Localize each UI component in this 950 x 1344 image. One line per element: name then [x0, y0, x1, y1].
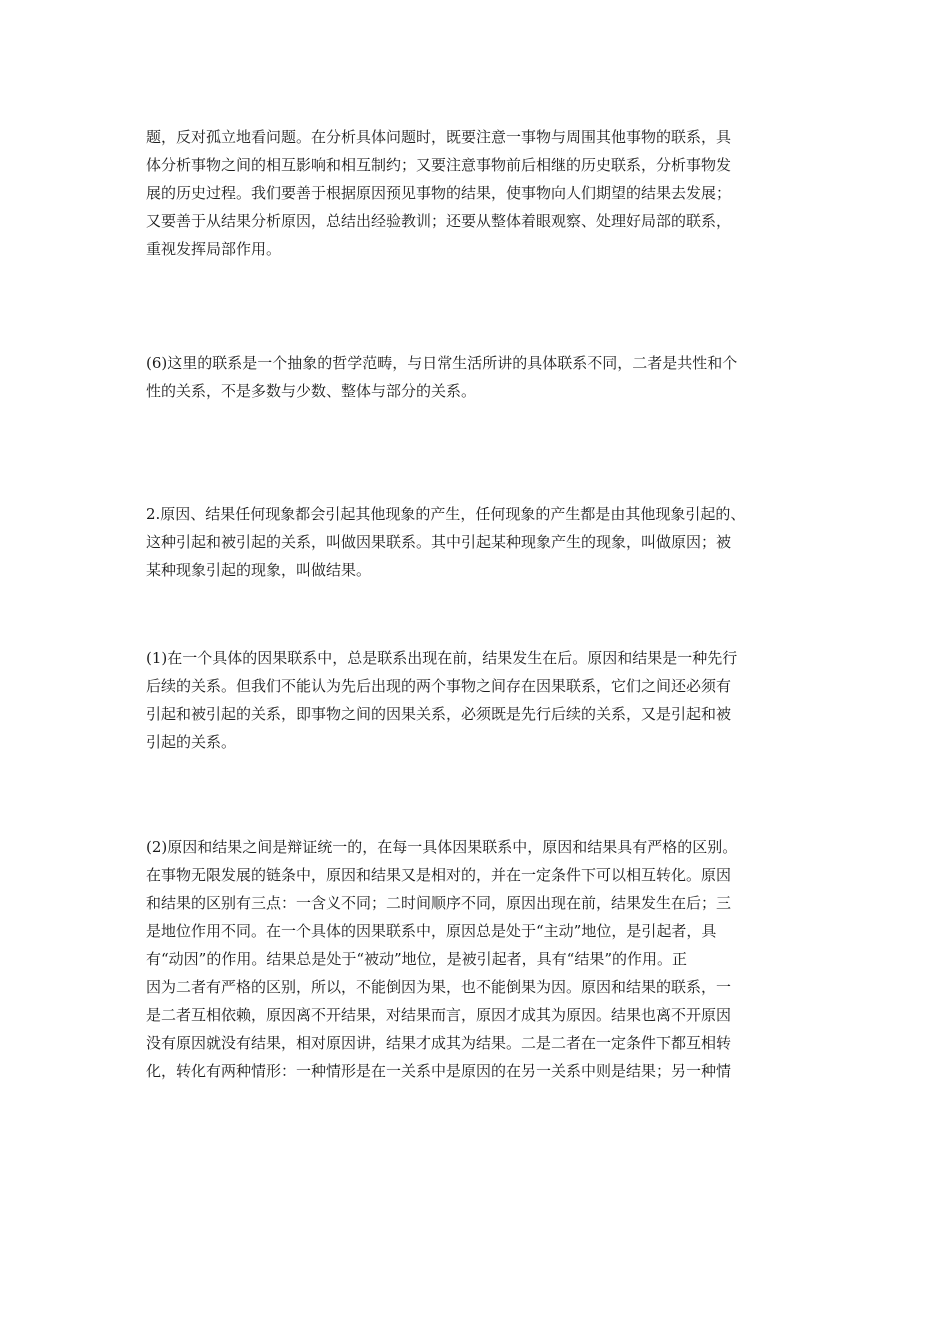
- paragraph-point-6: [146, 349, 810, 405]
- text-line: 化，转化有两种情形：一种情形是在一关系中是原因的在另一关系中则是结果；另一种情: [146, 1062, 732, 1080]
- text-line: 没有原因就没有结果，相对原因讲，结果才成其为结果。二是二者在一定条件下都互相转: [146, 1034, 732, 1052]
- text-line: 又要善于从结果分析原因，总结出经验教训；还要从整体着眼观察、处理好局部的联系，: [146, 212, 732, 230]
- text-line: 是地位作用不同。在一个具体的因果联系中，原因总是处于“主动”地位，是引起者，具: [146, 922, 717, 940]
- text-line: 这种引起和被引起的关系，叫做因果联系。其中引起某种现象产生的现象，叫做原因；被: [146, 533, 732, 551]
- text-line: 和结果的区别有三点：一含义不同；二时间顺序不同，原因出现在前，结果发生在后；三: [146, 894, 732, 912]
- text-line: 后续的关系。但我们不能认为先后出现的两个事物之间存在因果联系，它们之间还必须有: [146, 677, 732, 695]
- text-line: 是二者互相依赖，原因离不开结果，对结果而言，原因才成其为原因。结果也离不开原因: [146, 1006, 732, 1024]
- text-line: 展的历史过程。我们要善于根据原因预见事物的结果，使事物向人们期望的结果去发展；: [146, 184, 732, 202]
- paragraph-section-2-point-2: [146, 833, 810, 1085]
- paragraph-section-2-point-1: [146, 644, 810, 756]
- text-line: 某种现象引起的现象，叫做结果。: [146, 561, 372, 579]
- text-line: (1)在一个具体的因果联系中，总是联系出现在前，结果发生在后。原因和结果是一种先行: [146, 649, 738, 667]
- text-line: 有“动因”的作用。结果总是处于“被动”地位，是被引起者，具有“结果”的作用。正: [146, 950, 688, 968]
- text-line: 2.原因、结果任何现象都会引起其他现象的产生，任何现象的产生都是由其他现象引起的、: [146, 505, 746, 523]
- text-line: 引起和被引起的关系，即事物之间的因果关系，必须既是先行后续的关系，又是引起和被: [146, 705, 732, 723]
- text-line: 在事物无限发展的链条中，原因和结果又是相对的，并在一定条件下可以相互转化。原因: [146, 866, 732, 884]
- text-line: 性的关系，不是多数与少数、整体与部分的关系。: [146, 382, 477, 400]
- text-line: 重视发挥局部作用。: [146, 240, 282, 258]
- text-line: 引起的关系。: [146, 733, 237, 751]
- paragraph-section-2: [146, 500, 810, 584]
- text-line: 体分析事物之间的相互影响和相互制约；又要注意事物前后相继的历史联系，分析事物发: [146, 156, 732, 174]
- text-line: 因为二者有严格的区别，所以，不能倒因为果，也不能倒果为因。原因和结果的联系，一: [146, 978, 732, 996]
- paragraph-continuation: [146, 123, 810, 263]
- text-line: (2)原因和结果之间是辩证统一的，在每一具体因果联系中，原因和结果具有严格的区别。: [146, 838, 738, 856]
- text-line: 题，反对孤立地看问题。在分析具体问题时，既要注意一事物与周围其他事物的联系，具: [146, 128, 732, 146]
- text-line: (6)这里的联系是一个抽象的哲学范畴，与日常生活所讲的具体联系不同，二者是共性和个: [146, 354, 738, 372]
